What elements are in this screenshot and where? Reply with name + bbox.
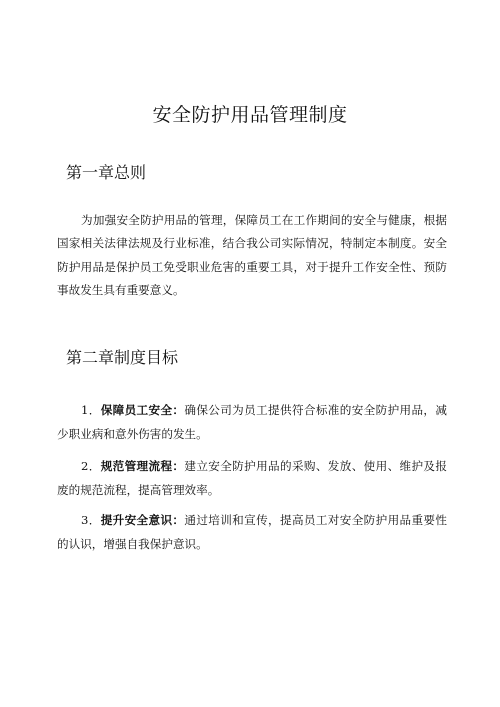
goal-term: 提升安全意识： <box>100 513 185 527</box>
goal-item <box>57 398 447 446</box>
goal-term: 保障员工安全： <box>100 403 185 417</box>
goal-item <box>57 508 447 556</box>
goal-text: 建立安全防护用品的采购、发放、使用、维护及报废的规范流程，提高管理效率。 <box>57 459 447 497</box>
chapter-2-heading: 第二章制度目标 <box>66 348 179 367</box>
goal-number: 3． <box>81 513 101 527</box>
chapter-1-heading: 第一章总则 <box>66 163 147 182</box>
goal-number: 1． <box>81 403 101 417</box>
goal-item <box>57 454 447 502</box>
goal-number: 2． <box>81 459 101 473</box>
document-title: 安全防护用品管理制度 <box>152 104 348 126</box>
goal-text: 通过培训和宣传，提高员工对安全防护用品重要性的认识，增强自我保护意识。 <box>57 513 447 551</box>
goal-term: 规范管理流程： <box>100 459 185 473</box>
goal-text: 确保公司为员工提供符合标准的安全防护用品，减少职业病和意外伤害的发生。 <box>57 403 447 441</box>
chapter-1-paragraph: 为加强安全防护用品的管理，保障员工在工作期间的安全与健康，根据国家相关法律法规及行业标准，结合我公司实际情况，特制定本制度。安全防护用品是保护员工免受职业危害的重要工具，对于提升工作安全性、预防事故发生具有重要意义。 <box>57 213 447 297</box>
